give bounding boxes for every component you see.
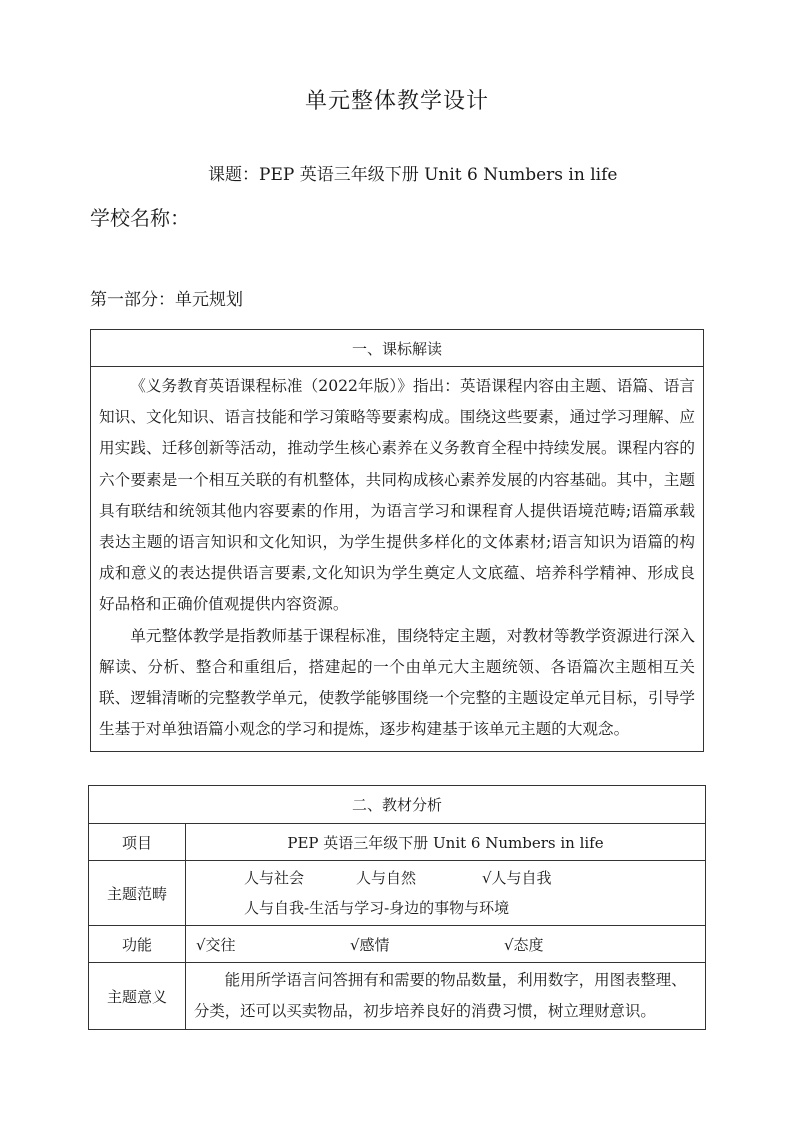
scope-option-selected: √人与自我 <box>482 869 552 887</box>
section1-paragraph: 《义务教育英语课程标准（2022年版）》指出：英语课程内容由主题、语篇、语言知识、文化知识、语言技能和学习策略等要素构成。围绕这些要素，通过学习理解、应用实践、迁移创新等活动，推动学生核心素养在义务教育全程中持续发展。课程内容的六个要素是一个相互关联的有机整体，共同构成核心素养发展的内容基础。其中，主题具有联结和统领其他内容要素的作用，为语言学习和课程育人提供语境范畴;语篇承载表达主题的语言知识和文化知识，为学生提供多样化的文体素材;语言知识为语篇的构成和意义的表达提供语言要素,文化知识为学生奠定人文底蕴、培养科学精神、形成良好品格和正确价值观提供内容资源。 <box>99 377 695 614</box>
function-option: √感情 <box>350 935 390 954</box>
scope-label: 主题范畴 <box>89 861 186 926</box>
scope-option: 人与自然 <box>356 869 417 887</box>
page-title: 单元整体教学设计 <box>304 89 489 114</box>
function-option: √交往 <box>196 935 236 954</box>
scope-option: 人与社会 <box>244 869 305 887</box>
meaning-label: 主题意义 <box>89 963 186 1030</box>
table-row <box>89 926 706 963</box>
section1-body <box>91 367 704 752</box>
table-row <box>89 861 706 926</box>
scope-cell <box>186 861 706 926</box>
item-label: 项目 <box>89 824 186 861</box>
table-row <box>89 824 706 861</box>
lesson-subject: 课题：PEP 英语三年级下册 Unit 6 Numbers in life <box>208 165 618 185</box>
section2-heading: 二、教材分析 <box>89 786 706 824</box>
section1-heading: 一、课标解读 <box>91 330 704 367</box>
scope-detail: 人与自我-生活与学习-身边的事物与环境 <box>244 899 510 917</box>
school-name-label: 学校名称： <box>90 206 190 230</box>
item-value: PEP 英语三年级下册 Unit 6 Numbers in life <box>186 824 706 861</box>
textbook-analysis-table <box>88 785 706 1030</box>
section1-paragraph: 单元整体教学是指教师基于课程标准，围绕特定主题，对教材等教学资源进行深入解读、分析、整合和重组后，搭建起的一个由单元大主题统领、各语篇次主题相互关联、逻辑清晰的完整教学单元，使教学能够围绕一个完整的主题设定单元目标，引导学生基于对单独语篇小观念的学习和提炼，逐步构建基于该单元主题的大观念。 <box>99 626 695 739</box>
table-row <box>89 963 706 1030</box>
function-label: 功能 <box>89 926 186 963</box>
function-option: √态度 <box>504 935 544 954</box>
function-cell <box>186 926 706 963</box>
part-one-heading: 第一部分：单元规划 <box>90 290 243 310</box>
meaning-text: 能用所学语言问答拥有和需要的物品数量，利用数字，用图表整理、分类，还可以买卖物品，初步培养良好的消费习惯，树立理财意识。 <box>186 963 706 1030</box>
curriculum-standard-table <box>90 329 704 752</box>
